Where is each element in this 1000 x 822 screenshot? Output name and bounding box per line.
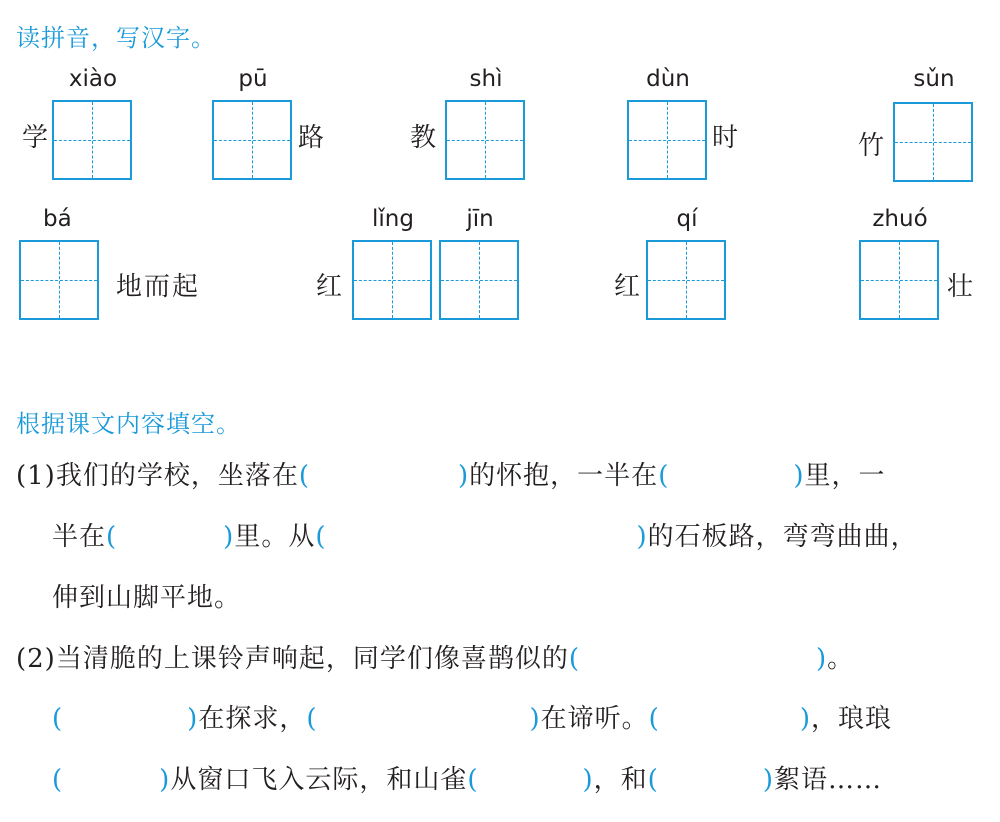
writing-grid-box[interactable] [212, 100, 292, 180]
answer-blank[interactable]: ( ) [52, 765, 171, 795]
answer-blank[interactable]: ( ) [467, 765, 594, 795]
question-text: 絮语…… [773, 765, 882, 795]
section-title-fill-blank: 根据课文内容填空。 [16, 410, 241, 438]
question-1-line-2 [52, 517, 918, 557]
question-text: ，琅琅 [810, 704, 892, 734]
pinyin-label: dùn [646, 66, 690, 92]
pinyin-label: lǐng [372, 206, 414, 232]
pinyin-label: shì [469, 66, 503, 92]
question-text: 里，一 [804, 461, 886, 491]
answer-blank[interactable]: ( ) [306, 704, 541, 734]
question-number: (2) [16, 644, 56, 674]
question-text: 里。从 [234, 522, 316, 552]
writing-grid-box[interactable] [893, 102, 973, 182]
character-label: 学 [22, 123, 49, 153]
section-title-pinyin: 读拼音，写汉字。 [16, 24, 216, 52]
answer-blank[interactable]: ( ) [647, 765, 774, 795]
pinyin-label: xiào [68, 66, 118, 92]
pinyin-label: jīn [466, 206, 494, 232]
answer-blank[interactable]: ( ) [648, 704, 811, 734]
question-text: 的怀抱，一半在 [469, 461, 659, 491]
question-1-line-3 [52, 578, 241, 618]
question-number: (1) [16, 461, 56, 491]
question-text: 在谛听。 [540, 704, 649, 734]
question-text: 。 [827, 644, 855, 674]
writing-grid-box[interactable] [439, 240, 519, 320]
question-text: 伸到山脚平地。 [52, 583, 242, 613]
question-text: 在探求， [198, 704, 307, 734]
writing-grid-box[interactable] [627, 100, 707, 180]
question-text: 半在 [52, 522, 107, 552]
character-label: 教 [410, 123, 437, 153]
pinyin-label: qí [676, 206, 698, 232]
question-2-line-1 [16, 639, 854, 679]
writing-grid-box[interactable] [445, 100, 525, 180]
answer-blank[interactable]: ( ) [52, 704, 199, 734]
pinyin-label: zhuó [872, 206, 928, 232]
character-label: 地而起 [116, 272, 201, 302]
question-text: 从窗口飞入云际，和山雀 [170, 765, 468, 795]
writing-grid-box[interactable] [859, 240, 939, 320]
character-label: 红 [316, 272, 343, 302]
pinyin-label: pū [238, 66, 268, 92]
character-label: 路 [298, 123, 325, 153]
question-text: 的石板路，弯弯曲曲， [647, 522, 918, 552]
character-label: 竹 [858, 131, 885, 161]
answer-blank[interactable]: ( ) [106, 522, 235, 552]
character-label: 壮 [947, 272, 974, 302]
answer-blank[interactable]: ( ) [658, 461, 805, 491]
question-text: 当清脆的上课铃声响起，同学们像喜鹊似的 [55, 644, 569, 674]
writing-grid-box[interactable] [52, 100, 132, 180]
answer-blank[interactable]: ( ) [568, 644, 828, 674]
character-label: 红 [614, 272, 641, 302]
pinyin-label: sǔn [913, 66, 955, 92]
writing-grid-box[interactable] [646, 240, 726, 320]
question-2-line-3 [52, 760, 882, 800]
answer-blank[interactable]: ( ) [315, 522, 648, 552]
answer-blank[interactable]: ( ) [298, 461, 470, 491]
question-1-line-1 [16, 456, 886, 496]
writing-grid-box[interactable] [352, 240, 432, 320]
question-text: 我们的学校，坐落在 [55, 461, 299, 491]
pinyin-label: bá [43, 206, 72, 232]
question-2-line-2 [52, 699, 892, 739]
character-label: 时 [712, 123, 739, 153]
writing-grid-box[interactable] [19, 240, 99, 320]
question-text: ，和 [593, 765, 648, 795]
